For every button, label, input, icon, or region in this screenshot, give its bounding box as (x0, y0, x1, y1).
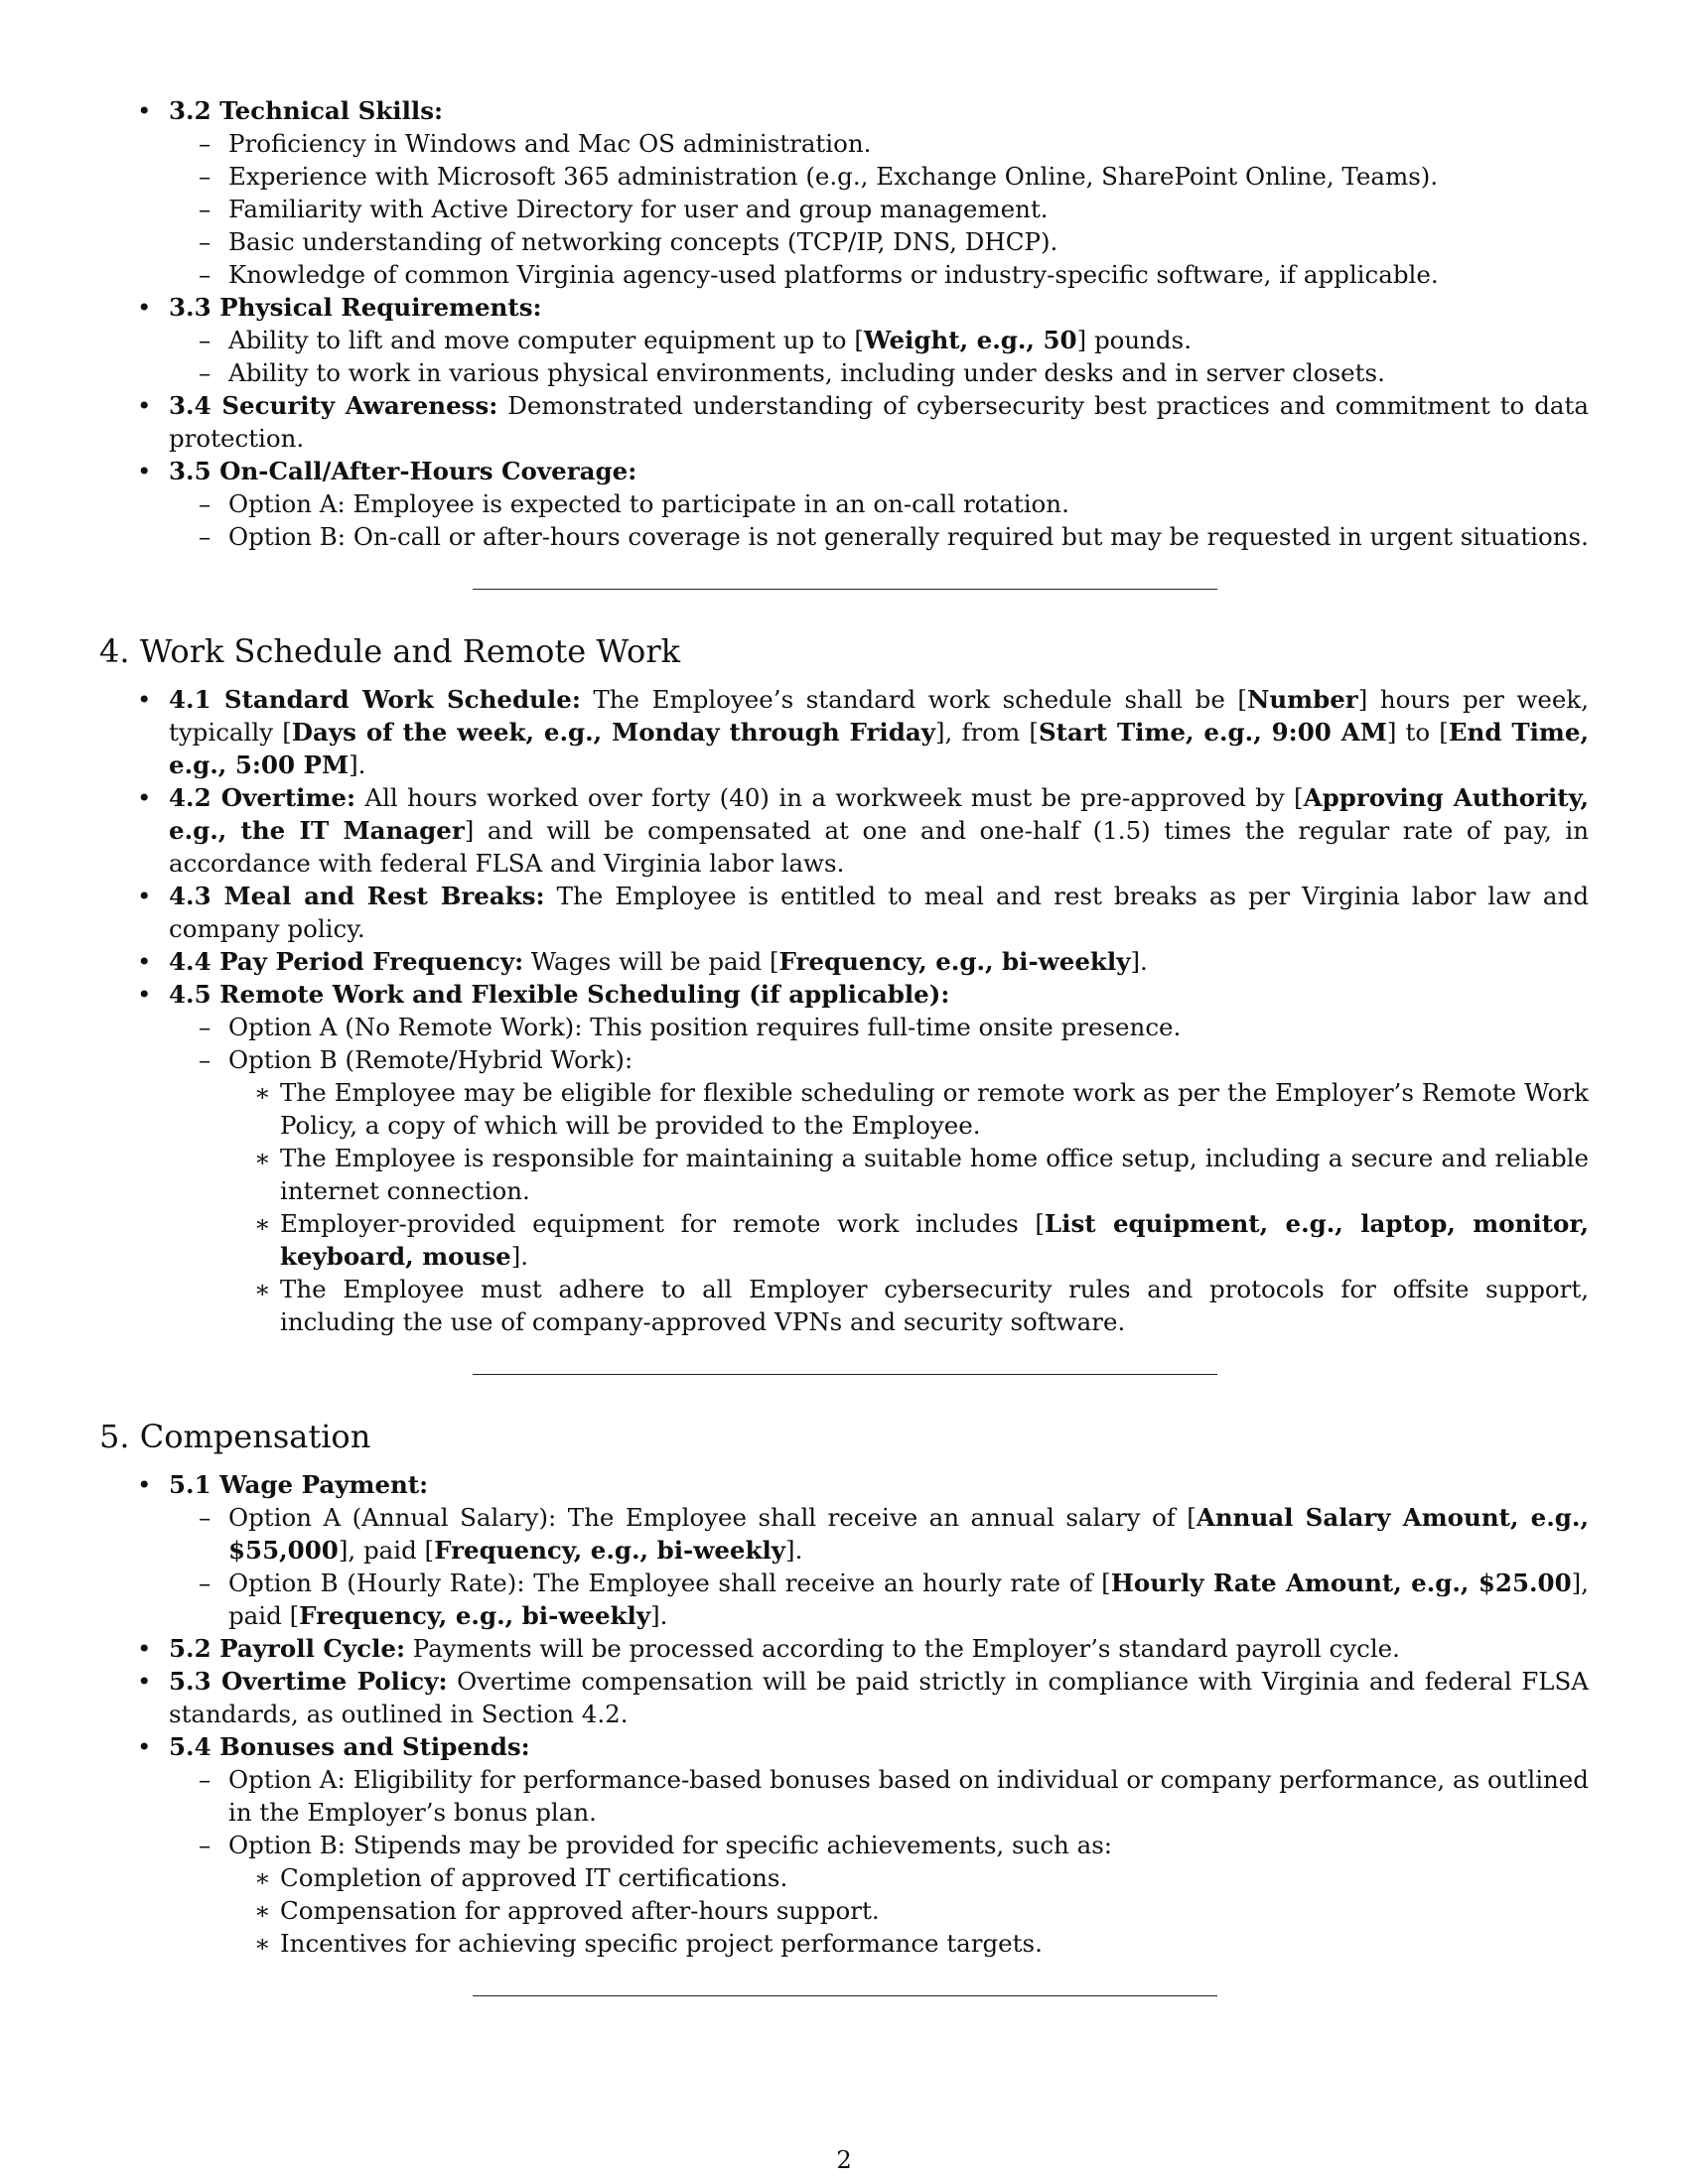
on-call-label: 3.5 On-Call/After-Hours Coverage: (169, 457, 637, 485)
list-item (169, 1043, 1589, 1338)
placeholder: Hourly Rate Amount, e.g., $25.00 (1110, 1569, 1572, 1597)
payroll-cycle-label: 5.2 Payroll Cycle: (169, 1634, 406, 1663)
bonuses-label: 5.4 Bonuses and Stipends: (169, 1732, 530, 1761)
pay-period-label: 4.4 Pay Period Frequency: (169, 947, 524, 976)
technical-skills-label: 3.2 Technical Skills: (169, 96, 444, 125)
text: ]. (1130, 947, 1148, 976)
remote-work-details (228, 1076, 1589, 1338)
text: All hours worked over forty (40) in a workweek must be pre-approved by [ (355, 783, 1304, 812)
remote-work-sublist (169, 1011, 1589, 1338)
security-awareness-item (99, 389, 1589, 455)
pay-period-item (99, 945, 1589, 978)
text: ]. (510, 1242, 529, 1271)
placeholder: End Time, e.g., 5:00 PM (169, 718, 1589, 779)
section-4-list (99, 683, 1589, 1338)
section-5-list (99, 1468, 1589, 1960)
placeholder: Frequency, e.g., bi-weekly (778, 947, 1131, 976)
list-item: – Basic understanding of networking concepts (TCP/IP, DNS, DHCP). (169, 225, 1589, 258)
text: ] pounds. (1076, 326, 1192, 354)
list-item (228, 1207, 1589, 1273)
wage-payment-item (99, 1468, 1589, 1632)
page-number: 2 (836, 2145, 852, 2174)
placeholder: Number (1246, 685, 1358, 714)
text: The Employee’s standard work schedule shall be [ (580, 685, 1247, 714)
list-item (169, 1567, 1589, 1632)
bonuses-item (99, 1730, 1589, 1960)
standard-schedule-label: 4.1 Standard Work Schedule: (169, 685, 581, 714)
placeholder: Days of the week, e.g., Monday through Friday (291, 718, 935, 747)
text: Demonstrated understanding of cybersecurity best practices and commitment to data protection. (169, 391, 1589, 453)
list-item (169, 1829, 1589, 1960)
wage-payment-label: 5.1 Wage Payment: (169, 1470, 429, 1499)
document-page (99, 94, 1589, 1996)
weight-placeholder: Weight, e.g., 50 (863, 326, 1077, 354)
list-item (169, 1501, 1589, 1567)
placeholder: Frequency, e.g., bi-weekly (299, 1601, 651, 1630)
physical-requirements-sublist (169, 324, 1589, 389)
list-item: – Knowledge of common Virginia agency-used platforms or industry-specific software, if applicable. (169, 258, 1589, 291)
list-item: ∗ The Employee may be eligible for flexible scheduling or remote work as per the Employer’s Remote Work Policy, a copy of which will be provided to the Employee. (228, 1076, 1589, 1142)
text: ], from [ (934, 718, 1039, 747)
list-item: – Experience with Microsoft 365 administration (e.g., Exchange Online, SharePoint Online, Teams). (169, 160, 1589, 193)
text: Option B (Hourly Rate): The Employee shall receive an hourly rate of [ (228, 1569, 1111, 1597)
overtime-item (99, 781, 1589, 880)
section-divider (473, 1995, 1217, 1996)
text: ]. (650, 1601, 668, 1630)
text: The Employee is entitled to meal and rest breaks as per Virginia labor law and company policy. (169, 882, 1589, 943)
list-item: ∗ Compensation for approved after-hours support. (228, 1894, 1589, 1927)
breaks-item (99, 880, 1589, 945)
text: Option B (Remote/Hybrid Work): (228, 1045, 633, 1074)
list-item: ∗ The Employee is responsible for maintaining a suitable home office setup, including a secure and reliable internet connection. (228, 1142, 1589, 1207)
equipment-placeholder: List equipment, e.g., laptop, monitor, keyboard, mouse (280, 1209, 1589, 1271)
overtime-label: 4.2 Overtime: (169, 783, 355, 812)
text: ] hours per week, typically [ (169, 685, 1590, 747)
on-call-item (99, 455, 1589, 553)
list-item: – Option A (No Remote Work): This position requires full-time onsite presence. (169, 1011, 1589, 1043)
list-item: ∗ Completion of approved IT certifications. (228, 1861, 1589, 1894)
physical-requirements-item (99, 291, 1589, 389)
section-4-heading: 4. Work Schedule and Remote Work (99, 632, 680, 670)
physical-requirements-label: 3.3 Physical Requirements: (169, 293, 542, 322)
placeholder: Approving Authority, e.g., the IT Manager (169, 783, 1589, 845)
bonuses-sublist (169, 1763, 1589, 1960)
technical-skills-sublist (169, 127, 1589, 291)
placeholder: Annual Salary Amount, e.g., $55,000 (228, 1503, 1589, 1565)
section-3-list (99, 94, 1589, 553)
list-item: – Option B: On-call or after-hours coverage is not generally required but may be requested in urgent situations. (169, 520, 1589, 553)
list-item: ∗ The Employee must adhere to all Employer cybersecurity rules and protocols for offsite support, including the use of company-approved VPNs and security software. (228, 1273, 1589, 1338)
text: ], paid [ (228, 1569, 1589, 1630)
list-item: – Ability to work in various physical environments, including under desks and in server closets. (169, 356, 1589, 389)
overtime-policy-label: 5.3 Overtime Policy: (169, 1667, 448, 1696)
text: Option A (Annual Salary): The Employee shall receive an annual salary of [ (228, 1503, 1196, 1532)
section-divider (473, 589, 1217, 590)
technical-skills-item (99, 94, 1589, 291)
text: Option B: Stipends may be provided for specific achievements, such as: (228, 1831, 1113, 1859)
list-item: – Proficiency in Windows and Mac OS administration. (169, 127, 1589, 160)
text: ] and will be compensated at one and one-half (1.5) times the regular rate of pay, in accordance with federal FLSA and Virginia labor laws. (169, 816, 1589, 878)
breaks-label: 4.3 Meal and Rest Breaks: (169, 882, 545, 910)
list-item: – Option A: Eligibility for performance-based bonuses based on individual or company performance, as outlined in the Employer’s bonus plan. (169, 1763, 1589, 1829)
list-item: – Option A: Employee is expected to participate in an on-call rotation. (169, 487, 1589, 520)
placeholder: Start Time, e.g., 9:00 AM (1038, 718, 1387, 747)
text: ]. (785, 1536, 803, 1565)
text: Payments will be processed according to the Employer’s standard payroll cycle. (405, 1634, 1400, 1663)
stipends-list (228, 1861, 1589, 1960)
text: Employer-provided equipment for remote work includes [ (280, 1209, 1045, 1238)
section-5-heading: 5. Compensation (99, 1418, 371, 1455)
list-item (169, 324, 1589, 356)
text: ]. (349, 751, 366, 779)
overtime-policy-item (99, 1665, 1589, 1730)
text: Ability to lift and move computer equipment up to [ (228, 326, 864, 354)
list-item: ∗ Incentives for achieving specific project performance targets. (228, 1927, 1589, 1960)
section-divider (473, 1374, 1217, 1375)
security-awareness-label: 3.4 Security Awareness: (169, 391, 498, 420)
text: ] to [ (1386, 718, 1449, 747)
remote-work-label: 4.5 Remote Work and Flexible Scheduling (if applicable): (169, 980, 950, 1009)
standard-schedule-item (99, 683, 1589, 781)
text: Overtime compensation will be paid strictly in compliance with Virginia and federal FLSA standards, as outlined in Section 4.2. (169, 1667, 1589, 1728)
wage-payment-sublist (169, 1501, 1589, 1632)
remote-work-item (99, 978, 1589, 1338)
list-item: – Familiarity with Active Directory for user and group management. (169, 193, 1589, 225)
on-call-sublist (169, 487, 1589, 553)
payroll-cycle-item (99, 1632, 1589, 1665)
placeholder: Frequency, e.g., bi-weekly (434, 1536, 786, 1565)
text: ], paid [ (338, 1536, 435, 1565)
text: Wages will be paid [ (523, 947, 779, 976)
